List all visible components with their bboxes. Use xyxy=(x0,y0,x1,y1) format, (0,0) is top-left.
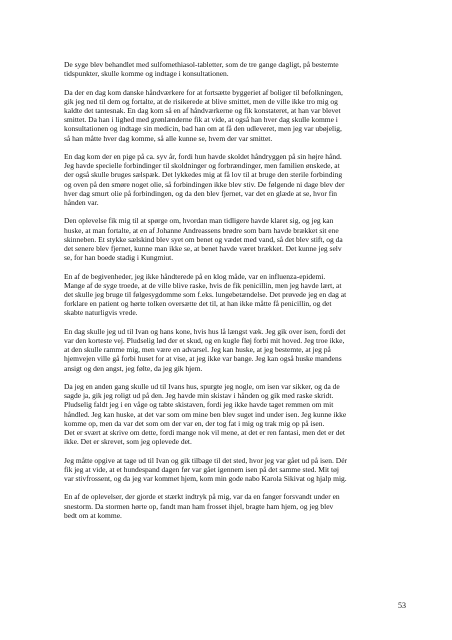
paragraph xyxy=(64,382,406,446)
text-line: bedt om at komme. xyxy=(64,510,122,520)
text-line: huske, at man fortalte, at en af Johanne Andreassens brødre som barn havde brækket sit ene xyxy=(64,225,339,235)
paragraph xyxy=(64,216,406,262)
page-number: 53 xyxy=(398,600,406,610)
text-line: fik jeg at vide, at et hundespand dagen før var gået igennem isen på det samme sted. Mit tøj xyxy=(64,464,339,474)
text-line: var stivfrossent, og da jeg var kommet hjem, kom min gode nabo Karola Sikivat og hjalp mig. xyxy=(64,474,347,484)
text-line: gik jeg ned til dem og fortalte, at de risikerede at blive smittet, men de ville ikke tro mig og xyxy=(64,96,338,106)
text-line: De syge blev behandlet med sulfomethiasol-tabletter, som de tre gange dagligt, på bestemte xyxy=(64,60,339,69)
text-line: det skulle jeg bruge til følgesygdomme som f.eks. lungebetændelse. Det prøvede jeg en dag at xyxy=(64,290,347,300)
text-line: Jeg måtte opgive at tage ud til Ivan og gik tilbage til det sted, hvor jeg var gået ud på isen. Dér xyxy=(64,455,348,465)
text-line: snestorm. Da stormen hørte op, fandt man ham frosset ihjel, bragte ham hjem, og jeg blev xyxy=(64,501,334,511)
text-line: konsultationen og indtage sin medicin, bad han om at få den udleveret, men jeg var ubøjelig, xyxy=(64,124,342,134)
paragraph xyxy=(64,60,406,78)
text-line: tidspunkter, skulle komme og indtage i konsultationen. xyxy=(64,69,229,79)
text-line: Den oplevelse fik mig til at spørge om, hvordan man tidligere havde klaret sig, og jeg kan xyxy=(64,216,334,226)
text-line: Det er svært at skrive om dette, fordi mange nok vil mene, at det er ren fantasi, men det er det xyxy=(64,428,345,438)
text-line: smittet. Da han i lighed med grønlænderne fik at vide, at også han hver dag skulle komme i xyxy=(64,115,338,125)
paragraph xyxy=(64,492,406,520)
paragraph xyxy=(64,272,406,318)
text-line: så han måtte hver dag komme, så alle kunne se, hvem der var smittet. xyxy=(64,133,273,143)
text-line: skinneben. Et stykke sælskind blev syet om benet og vædet med vand, så det blev stift, og da xyxy=(64,234,343,244)
text-line: var den korteste vej. Pludselig lød der et skud, og en kugle fløj forbi mit hoved. Jeg troe ikke, xyxy=(64,336,345,346)
text-line: hjemvejen ville gå forbi huset for at vise, at jeg ikke var bange. Jeg kan også huske mandens xyxy=(64,354,342,364)
paragraph xyxy=(64,88,406,143)
text-line: at den skulle ramme mig, men være en advarsel. Jeg kan huske, at jeg bestemte, at jeg på xyxy=(64,345,331,355)
text-line: Da der en dag kom danske håndværkere for at fortsætte byggeriet af boliger til befolkningen, xyxy=(64,87,343,97)
text-line: En dag skulle jeg ud til Ivan og hans kone, hvis hus lå længst væk. Jeg gik over isen, fordi det xyxy=(64,326,346,336)
text-line: hver dag smurt olie på forbindingen, og da den blev fjernet, var det en glæde at se, hvor fin xyxy=(64,188,338,198)
text-line: forklare en patient og hørte tolken oversætte det til, at han ikke måtte få penicillin, og det xyxy=(64,299,332,309)
paragraph xyxy=(64,152,406,207)
text-line: ansigt og den angst, jeg følte, da jeg gik hjem. xyxy=(64,363,203,373)
text-line: det senere blev fjernet, kunne man ikke se, at benet havde været brækket. Det kunne jeg selv xyxy=(64,244,342,254)
text-line: der også skulle bruges sælspæk. Det lykkedes mig at få lov til at bruge den sterile forbinding xyxy=(64,170,343,180)
text-line: Pludselig faldt jeg i en våge og tabte skistaven, fordi jeg ikke havde taget remmen om mit xyxy=(64,400,334,410)
text-line: En dag kom der en pige på ca. syv år, fordi hun havde skoldet håndryggen på sin højre hånd. xyxy=(64,152,342,161)
text-line: En af de oplevelser, der gjorde et stærkt indtryk på mig, var da en fanger forsvandt under en xyxy=(64,492,340,502)
text-line: Da jeg en anden gang skulle ud til Ivans hus, spurgte jeg nogle, om isen var sikker, og da de xyxy=(64,382,340,392)
text-line: Jeg havde specielle forbindinger til skoldninger og forbrændinger, men familien ønskede, at xyxy=(64,161,340,171)
text-line: og oven på den smøre noget olie, så forbindingen ikke blev stiv. De følgende ni dage blev der xyxy=(64,179,345,189)
text-line: kaldte det tantesnak. En dag kom så en af håndværkerne og fik konstateret, at han var blevet xyxy=(64,106,341,115)
text-line: komme op, men da var det som om der var en, der tog fat i mig og trak mig op på isen. xyxy=(64,418,325,428)
text-line: se, for han boede stadig i Kungmiut. xyxy=(64,253,174,263)
paragraph xyxy=(64,456,406,484)
text-line: En af de begivenheder, jeg ikke håndterede på en klog måde, var en influenza-epidemi. xyxy=(64,271,326,281)
text-line: sagde ja, gik jeg roligt ud på den. Jeg havde min skistav i hånden og gik med raske skridt. xyxy=(64,391,334,401)
body-text xyxy=(64,60,406,520)
text-line: Mange af de syge troede, at de ville blive raske, hvis de fik penicillin, men jeg havde lært, at xyxy=(64,280,342,290)
text-line: håndled. Jeg kan huske, at det var som om mine ben blev suget ind under isen. Jeg kunne ikke xyxy=(64,409,347,419)
text-line: hånden var. xyxy=(64,198,99,208)
paragraph xyxy=(64,327,406,373)
text-line: ikke. Det er skrevet, som jeg oplevede det. xyxy=(64,437,192,447)
text-line: skabte naturligvis vrede. xyxy=(64,308,138,318)
